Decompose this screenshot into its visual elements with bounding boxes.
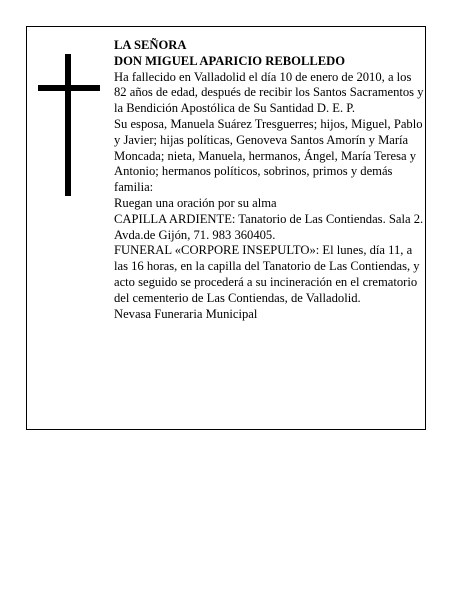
family-list: Su esposa, Manuela Suárez Tresguerres; hijos, Miguel, Pablo y Javier; hijas políticas, Genoveva Santos Amorín y María Moncada; nieta, Manuela, hermanos, Ángel, María Teresa y Antonio; hermanos políticos, sobrinos, primos y demás familia: [114, 116, 423, 195]
cross-horizontal-bar [38, 85, 100, 91]
notice-title-line1: LA SEÑORA [114, 38, 187, 52]
notice-title-line2: DON MIGUEL APARICIO REBOLLEDO [114, 53, 346, 68]
funeral-info: FUNERAL «CORPORE INSEPULTO»: El lunes, día 11, a las 16 horas, en la capilla del Tanatorio de Las Contiendas, y acto seguido se procederá a su incineración en el crematorio del cementerio de Las Contiendas, de Valladolid. [114, 243, 420, 305]
chapel-info: CAPILLA ARDIENTE: Tanatorio de Las Contiendas. Sala 2. Avda.de Gijón, 71. 983 360405. [114, 211, 424, 242]
cross-icon [38, 54, 100, 196]
prayer-request: Ruegan una oración por su alma [114, 195, 277, 210]
cross-vertical-bar [65, 54, 71, 196]
death-announcement: Ha fallecido en Valladolid el día 10 de enero de 2010, a los 82 años de edad, después de recibir los Santos Sacramentos y la Bendición Apostólica de Su Santidad D. E. P. [114, 69, 424, 116]
funeral-home: Nevasa Funeraria Municipal [114, 306, 258, 321]
obituary-text [114, 38, 424, 322]
